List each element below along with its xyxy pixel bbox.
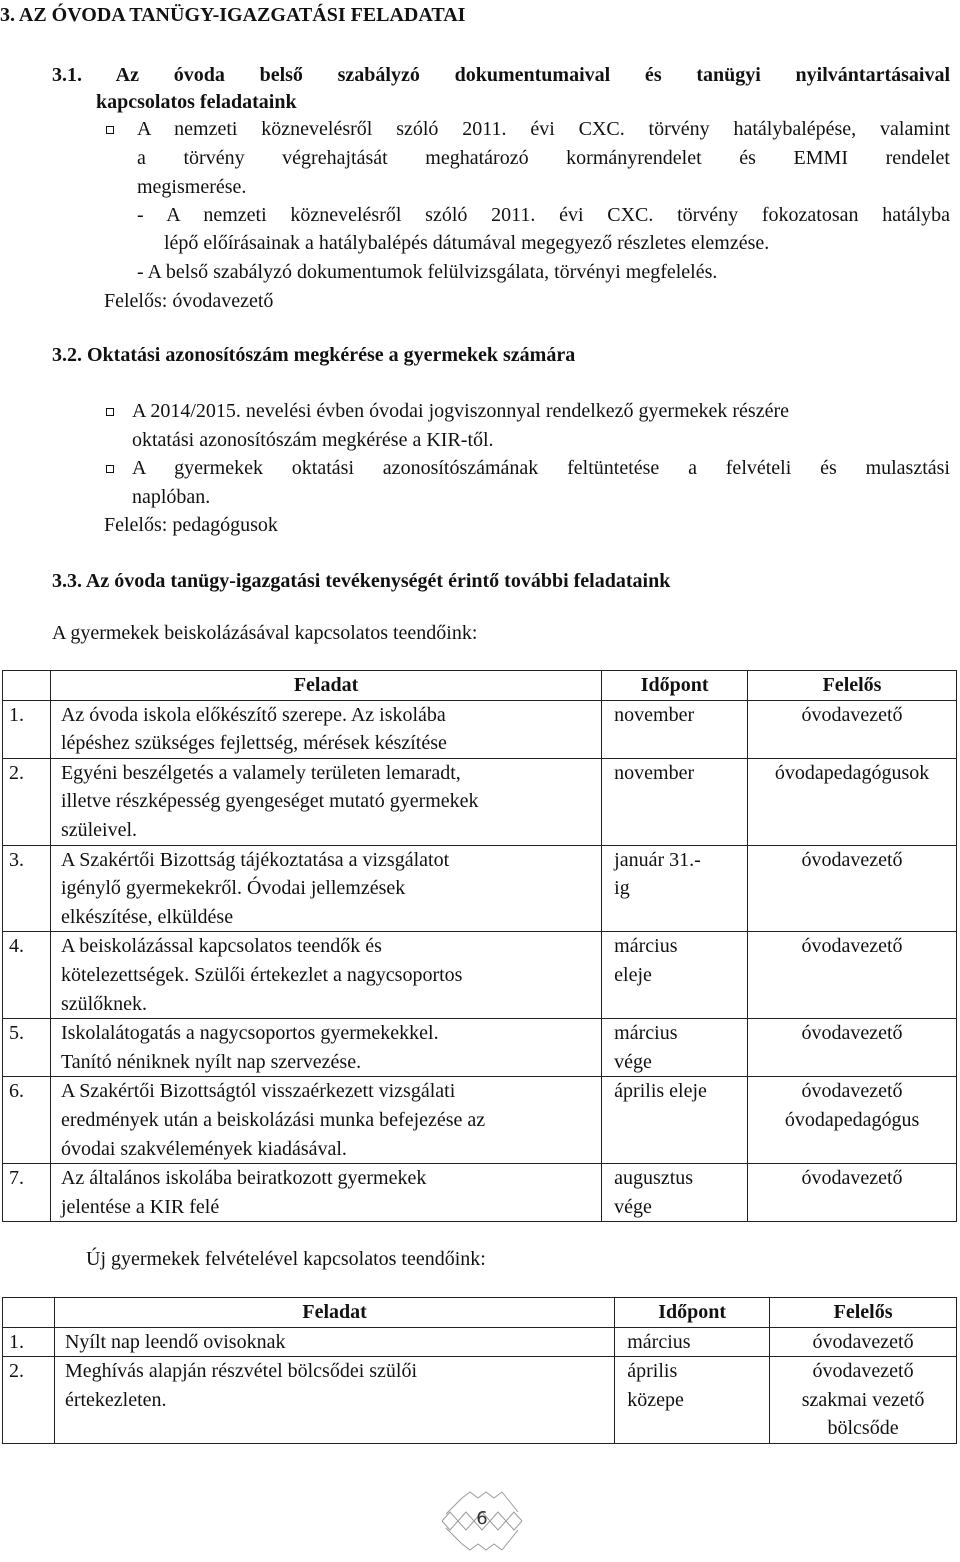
- date-cell-line: november: [614, 761, 695, 784]
- responsible-cell-line: óvodavezető: [801, 1080, 903, 1103]
- row-number: [3, 758, 51, 845]
- responsible-cell-line: óvodavezető: [801, 703, 903, 726]
- responsible-cell: [748, 1019, 957, 1077]
- task-cell-line: Az általános iskolába beiratkozott gyermekek: [60, 1167, 427, 1190]
- date-cell: [602, 1077, 748, 1164]
- row-number-line: 1.: [9, 703, 24, 726]
- table-row: [3, 932, 957, 1019]
- task-cell-line: kötelezettségek. Szülői értekezlet a nagycsoportos: [60, 963, 463, 986]
- date-cell: [602, 1164, 748, 1222]
- date-cell-line: november: [614, 703, 695, 726]
- row-number: [3, 1164, 51, 1222]
- responsible-cell-line: óvodavezető: [801, 848, 903, 871]
- responsible-cell-line: óvodavezető: [801, 935, 903, 958]
- section-title: 3. AZ ÓVODA TANÜGY-IGAZGATÁSI FELADATAI: [0, 4, 466, 26]
- task-cell: [50, 1077, 601, 1164]
- date-cell-line: március: [614, 1022, 678, 1045]
- table-row: [3, 845, 957, 932]
- page-number: 6: [476, 1508, 488, 1529]
- task-cell-line: A Szakértői Bizottságtól visszaérkezett vizsgálati: [60, 1080, 456, 1103]
- task-cell-line: Iskolalátogatás a nagycsoportos gyermekekkel.: [60, 1022, 439, 1045]
- schooling-tasks-table: [2, 670, 957, 1222]
- date-cell-line: vége: [614, 1050, 652, 1073]
- date-cell-line: ig: [614, 877, 630, 900]
- bullet-text: megismerése.: [137, 176, 247, 198]
- header-cell: [3, 671, 51, 701]
- row-number-line: 3.: [9, 848, 24, 871]
- date-cell: [602, 700, 748, 758]
- bullet-text: naplóban.: [132, 486, 211, 508]
- responsible-label: Felelős: óvodavezető: [104, 290, 274, 312]
- subsection-3-3-heading: 3.3. Az óvoda tanügy-igazgatási tevékenységét érintő további feladataink: [52, 570, 671, 592]
- date-cell: [615, 1327, 770, 1357]
- dash-item: - A belső szabályzó dokumentumok felülvizsgálata, törvényi megfelelés.: [137, 261, 718, 283]
- responsible-cell-line: óvodapedagógusok: [774, 761, 930, 784]
- date-cell-line: eleje: [614, 963, 652, 986]
- date-cell: [615, 1357, 770, 1444]
- task-cell: [50, 1019, 601, 1077]
- responsible-cell: [770, 1357, 957, 1444]
- task-cell: [50, 845, 601, 932]
- date-cell: [602, 932, 748, 1019]
- table-row: [3, 1019, 957, 1077]
- responsible-cell: [748, 932, 957, 1019]
- task-cell-line: értekezleten.: [64, 1388, 167, 1411]
- task-cell-line: illetve részképesség gyengeséget mutató gyermekek: [60, 790, 479, 813]
- checkbox-bullet-icon: [106, 126, 114, 134]
- task-cell: [50, 1164, 601, 1222]
- responsible-cell-line: óvodavezető: [801, 1167, 903, 1190]
- row-number: [3, 700, 51, 758]
- task-cell: [50, 932, 601, 1019]
- header-cell: [3, 1298, 55, 1328]
- checkbox-bullet-icon: [106, 465, 114, 473]
- task-cell: [50, 700, 601, 758]
- table-intro: A gyermekek beiskolázásával kapcsolatos teendőink:: [52, 622, 478, 644]
- responsible-cell: [748, 700, 957, 758]
- date-cell-line: közepe: [627, 1388, 684, 1411]
- task-cell-line: Meghívás alapján részvétel bölcsődei szülői: [64, 1360, 418, 1383]
- responsible-cell: [748, 1164, 957, 1222]
- admission-tasks-table: [2, 1297, 957, 1444]
- row-number-line: 7.: [9, 1167, 24, 1190]
- row-number-line: 1.: [9, 1330, 24, 1353]
- responsible-cell: [748, 845, 957, 932]
- task-cell-line: jelentése a KIR felé: [60, 1195, 220, 1218]
- responsible-cell-line: óvodavezető: [812, 1330, 914, 1353]
- responsible-cell: [748, 1077, 957, 1164]
- table-row: [3, 1327, 957, 1357]
- table-row: [3, 1357, 957, 1444]
- task-cell-line: szülőknek.: [60, 992, 148, 1015]
- responsible-cell-line: óvodavezető: [801, 1022, 903, 1045]
- date-cell-line: március: [627, 1330, 691, 1353]
- date-cell-line: augusztus: [614, 1167, 694, 1190]
- task-cell-line: A Szakértői Bizottság tájékoztatása a vizsgálatot: [60, 848, 450, 871]
- row-number-line: 5.: [9, 1022, 24, 1045]
- bullet-text: A gyermekek oktatási azonosítószámának feltüntetése a felvételi és mulasztási: [132, 457, 950, 479]
- row-number: [3, 845, 51, 932]
- table-header-row: [3, 1298, 957, 1328]
- task-cell: [50, 758, 601, 845]
- table-intro: Új gyermekek felvételével kapcsolatos teendőink:: [86, 1248, 486, 1270]
- subsection-3-1-heading: 3.1. Az óvoda belső szabályzó dokumentumaival és tanügyi nyilvántartásaival: [52, 64, 950, 86]
- date-cell: [602, 1019, 748, 1077]
- task-cell-line: Egyéni beszélgetés a valamely területen lemaradt,: [60, 761, 461, 784]
- date-cell-line: április eleje: [614, 1080, 707, 1103]
- task-cell-line: Az óvoda iskola előkészítő szerepe. Az iskolába: [60, 703, 446, 726]
- date-cell-line: január 31.-: [614, 848, 701, 871]
- dash-item: - A nemzeti köznevelésről szóló 2011. évi CXC. törvény fokozatosan hatályba: [137, 204, 950, 226]
- header-cell-date: Időpont: [602, 671, 748, 701]
- task-cell-line: lépéshez szükséges fejlettség, mérések készítése: [60, 732, 447, 755]
- row-number-line: 6.: [9, 1080, 24, 1103]
- row-number: [3, 1077, 51, 1164]
- table-header-row: [3, 671, 957, 701]
- header-cell-task: Feladat: [54, 1298, 614, 1328]
- checkbox-bullet-icon: [106, 408, 114, 416]
- task-cell-line: szüleivel.: [60, 818, 138, 841]
- date-cell-line: március: [614, 935, 678, 958]
- task-cell: [54, 1357, 614, 1444]
- task-cell-line: igénylő gyermekekről. Óvodai jellemzések: [60, 877, 406, 900]
- responsible-cell: [770, 1327, 957, 1357]
- header-cell-responsible: Felelős: [748, 671, 957, 701]
- bullet-text: A 2014/2015. nevelési évben óvodai jogviszonnyal rendelkező gyermekek részére: [132, 400, 790, 422]
- date-cell-line: április: [627, 1360, 678, 1383]
- responsible-cell-line: szakmai vezető: [801, 1388, 925, 1411]
- task-cell-line: eredmények után a beiskolázási munka befejezése az: [60, 1108, 486, 1131]
- responsible-cell-line: óvodapedagógus: [784, 1108, 920, 1131]
- date-cell: [602, 845, 748, 932]
- row-number: [3, 932, 51, 1019]
- subsection-3-1-heading-cont: kapcsolatos feladataink: [96, 91, 297, 113]
- row-number: [3, 1357, 55, 1444]
- task-cell-line: óvodai szakvélemények kiadásával.: [60, 1137, 347, 1160]
- row-number-line: 2.: [9, 1360, 24, 1383]
- row-number-line: 2.: [9, 761, 24, 784]
- responsible-cell: [748, 758, 957, 845]
- page-number-badge: [432, 1486, 532, 1556]
- table-row: [3, 700, 957, 758]
- task-cell-line: Tanító néniknek nyílt nap szervezése.: [60, 1050, 362, 1073]
- header-cell-responsible: Felelős: [770, 1298, 957, 1328]
- subsection-3-2-heading: 3.2. Oktatási azonosítószám megkérése a gyermekek számára: [52, 344, 576, 366]
- task-cell-line: A beiskolázással kapcsolatos teendők és: [60, 935, 382, 958]
- row-number: [3, 1327, 55, 1357]
- table-row: [3, 758, 957, 845]
- row-number-line: 4.: [9, 935, 24, 958]
- row-number: [3, 1019, 51, 1077]
- task-cell-line: elkészítése, elküldése: [60, 905, 234, 928]
- task-cell-line: Nyílt nap leendő ovisoknak: [64, 1330, 286, 1353]
- responsible-label: Felelős: pedagógusok: [104, 514, 278, 536]
- header-cell-task: Feladat: [50, 671, 601, 701]
- bullet-text: a törvény végrehajtását meghatározó kormányrendelet és EMMI rendelet: [137, 147, 950, 169]
- header-cell-date: Időpont: [615, 1298, 770, 1328]
- responsible-cell-line: bölcsőde: [827, 1417, 899, 1440]
- dash-item-cont: lépő előírásainak a hatálybalépés dátumával megegyező részletes elemzése.: [164, 232, 770, 254]
- task-cell: [54, 1327, 614, 1357]
- date-cell: [602, 758, 748, 845]
- bullet-text: oktatási azonosítószám megkérése a KIR-től.: [132, 429, 494, 451]
- table-row: [3, 1164, 957, 1222]
- date-cell-line: vége: [614, 1195, 652, 1218]
- table-row: [3, 1077, 957, 1164]
- responsible-cell-line: óvodavezető: [812, 1360, 914, 1383]
- bullet-text: A nemzeti köznevelésről szóló 2011. évi CXC. törvény hatálybalépése, valamint: [137, 118, 950, 140]
